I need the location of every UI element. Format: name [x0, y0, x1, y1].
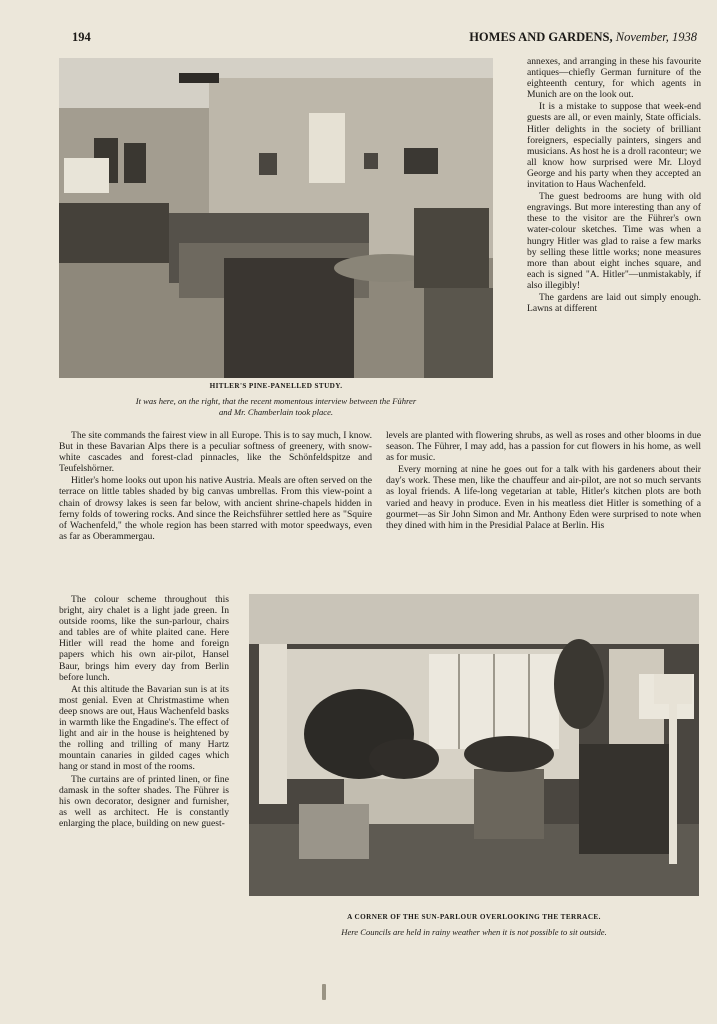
study-caption-line1: It was here, on the right, that the recent momentous interview between the Führer [135, 396, 417, 406]
middle-left-column [59, 430, 372, 596]
paragraph: The gardens are laid out simply enough. Lawns at different [527, 291, 701, 315]
page-number: 194 [72, 30, 91, 44]
page-mark [322, 984, 326, 1000]
paragraph: The guest bedrooms are hung with old engravings. But more interesting than any of these to the visitor are the Führer's own water-colour sketches. Time was when a hungry Hitler was glad to raise a few marks by selling these little works; none measures more than about eight inches square, and each is signed "A. Hitler"—unmistakably, if also illegibly! [527, 191, 701, 291]
sun-parlour-photo [249, 594, 699, 896]
paragraph: annexes, and arranging in these his favourite antiques—chiefly German furniture of the eighteenth century, for which agents in Munich are on the look out. [527, 56, 701, 101]
middle-right-column [386, 430, 701, 580]
right-top-column [527, 56, 701, 432]
publication-name: HOMES AND GARDENS, [469, 30, 613, 44]
running-header [469, 30, 697, 45]
paragraph: The curtains are of printed linen, or fine damask in the softer shades. The Führer is his own decorator, designer and furnisher, as well as architect. He is constantly enlarging the place, building on new guest- [59, 773, 229, 829]
study-photo [59, 58, 493, 378]
paragraph: The colour scheme throughout this bright, airy chalet is a light jade green. In outside rooms, like the sun-parlour, chairs and tables are of white plaited cane. Here Hitler will read the home and foreign papers which his own air-pilot, Hansel Baur, brings him every day from Berlin before lunch. [59, 594, 229, 683]
paragraph: Every morning at nine he goes out for a talk with his gardeners about their day's work. These men, like the chauffeur and air-pilot, are not so much servants as loyal friends. A life-long vegetarian at table, Hitler's kitchen plots are both varied and heavy in produce. Even in his meatless diet Hitler is something of a gourmet—as Sir John Simon and Mr. Anthony Eden were surprised to note when they dined with him in the Presidial Palace at Berlin. His [386, 464, 701, 531]
paragraph: The site commands the fairest view in all Europe. This is to say much, I know. But in these Bavarian Alps there is a peculiar softness of greenery, with snow-white cascades and forest-clad pinnacles, like the Schönfeldspitze and Teufelshörner. [59, 430, 372, 475]
issue-date: November, 1938 [615, 30, 697, 44]
sun-parlour-caption-title: A CORNER OF THE SUN-PARLOUR OVERLOOKING THE TERRACE. [347, 913, 601, 921]
paragraph: levels are planted with flowering shrubs, as well as roses and other blooms in due season. The Führer, I may add, has a passion for cut flowers in his home, as well as for music. [386, 430, 701, 464]
sun-parlour-caption-sub: Here Councils are held in rainy weather when it is not possible to sit outside. [341, 927, 607, 937]
paragraph: Hitler's home looks out upon his native Austria. Meals are often served on the terrace on little tables shaded by big canvas umbrellas. From this view-point a chain of drowsy lakes is seen far below, with ancient shrine-chapels hidden in ferny folds of towering rocks. And since the Reichsführer settled here as "Squire of Wachenfeld," the whole region has been starred with motor speedways, even as far as Oberammergau. [59, 475, 372, 542]
study-caption-title: HITLER'S PINE-PANELLED STUDY. [209, 382, 343, 390]
paragraph: At this altitude the Bavarian sun is at its most genial. Even at Christmastime when deep snows are out, Haus Wachenfeld basks in warmth like the Engadine's. The effect of light and air in the house is heightened by the rolling and trilling of many Hartz mountain canaries in gilded cages which hang or stand in most of the rooms. [59, 683, 229, 773]
lower-left-column [59, 594, 229, 946]
paragraph: It is a mistake to suppose that week-end guests are all, or even mainly, State officials. Hitler delights in the society of brilliant foreigners, especially painters, singers and musicians. As host he is a droll raconteur; we all know how surprised were Mr. Lloyd George and his party when they accepted an invitation to Haus Wachenfeld. [527, 101, 701, 191]
study-caption-line2: and Mr. Chamberlain took place. [218, 407, 334, 417]
